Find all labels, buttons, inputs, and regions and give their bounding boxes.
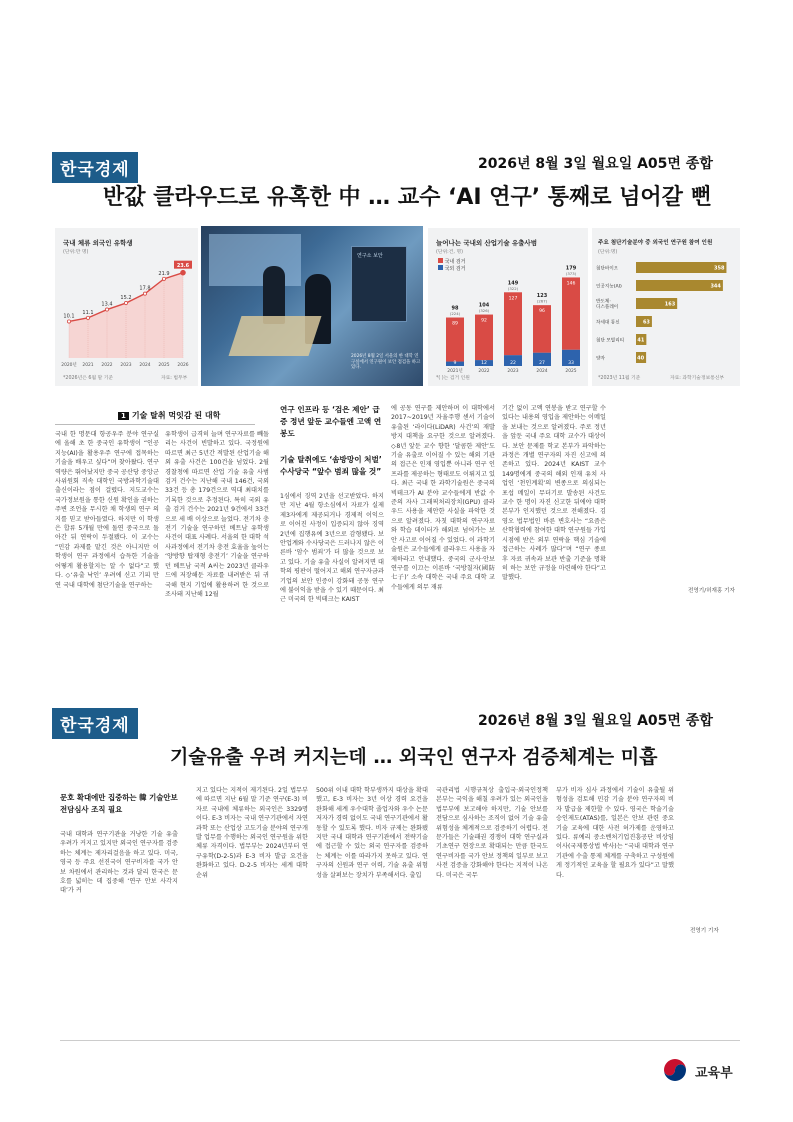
chart2-foreign-label: 33: [568, 361, 574, 366]
article2-col2: 지고 있다는 지적이 제기된다. 2일 법무부에 따르면 지난 6월 말 기준 연구(E-3) 비자로 국내에 체류하는 외국인은 3329명이다. E-3 비자는 국내 연구기관에서 자연과학 또는 산업상 고도기술 분야의 연구개발 업무를 수행하는 외국인 연구원을 위한 체류 자격이다. 법무부는 2024년부터 연구유학(D-2-5)과 E-3 비자 발급 요건을 완화하고 있다. D-2-5 비자는 세계 대학순위: [196, 787, 308, 879]
photo-sign: 연구소 보안: [357, 253, 383, 259]
chart3-y-tick: 인공지능(AI): [596, 284, 622, 290]
headline: 반값 클라우드로 유혹한 中 … 교수 ‘AI 연구’ 통째로 넘어갈 뻔: [103, 185, 712, 210]
chart1-x-tick: 2021: [82, 363, 94, 368]
chart3-y-tick: 양자: [596, 356, 605, 362]
article2-col5: 부가 비자 심사 과정에서 기술이 유출될 위험성을 검토해 민감 기술 분야 연구자의 비자 발급을 제한할 수 있다. 영국은 학술기술승인제도(ATAS)를, 일본은 안보 관련 중요 기술 교육에 대한 사전 허가제를 운영하고 있다. 류예리 중소벤처기업진흥공단 비상임이사(국제통상법 박사)는 “국내 대학과 연구기관에 수출 통제 체계를 구축하고 구성원에게 정기적인 교육을 할 필요가 있다”고 말했다.: [556, 787, 674, 879]
chart2-x-tick: 2022: [478, 369, 490, 374]
chart3-unit: (단위:명): [598, 250, 618, 255]
chart3-value-label: 63: [642, 319, 650, 326]
article1-byline: 전영기/허재홍 기자: [688, 588, 735, 594]
chart1-point: [162, 277, 165, 280]
photo-monitor: [209, 234, 301, 286]
chart1-title: 국내 체류 외국인 유학생: [63, 239, 133, 247]
chart1-value-label: 10.1: [63, 313, 75, 320]
chart2-unit: (단위:건, 명): [436, 250, 463, 255]
article1-col5: 기간 없이 고액 연봉을 받고 연구할 수 있다는 내용의 영입을 제안하는 이메일을 보내는 것으로 알려졌다. 주로 정년을 앞둔 국내 주요 대학 교수가 대상이다. 보안 문제를 학교 본부가 파악하는 과정은 개별 연구자의 자진 신고에 의존하고 있다. 2024년 KAIST 교수 149명에게 중국의 해외 인재 유치 사업인 ‘천인계획’의 변종으로 의심되는 포섭 메일이 무더기로 발송된 사건도 교수 한 명이 자진 신고한 뒤에야 대학 본부가 인지했던 것으로 전해졌다. 김영오 법무법인 바른 변호사는 “요즘은 산학협력에 참여한 대학 연구원들 가입 시점에 받은 외부 연락을 핵심 기술에 접근하는 사례가 많다”며 “연구 종료 후 자료 귀속과 보관 반출 기준을 명확히 하는 보안 규정을 마련해야 한다”고 말했다.: [502, 405, 606, 582]
chart3-y-tick: 첨단바이오: [596, 266, 619, 272]
chart1-point: [86, 316, 89, 319]
chart3-value-label: 40: [637, 355, 645, 362]
chart1-value-label: 13.4: [101, 301, 113, 308]
chart1-x-tick: 2022: [101, 363, 113, 368]
chart1-value-label: 21.9: [158, 270, 170, 277]
chart3-y-tick: 첨단 모빌리티: [596, 338, 625, 344]
photo-desk-papers: [229, 316, 322, 356]
chart2-x-tick: 2021년: [447, 369, 463, 374]
section-title: 기술 탈취 먹잇감 된 대학: [131, 411, 221, 420]
article2-subhead: [60, 792, 178, 816]
chart2-people-label: (326): [478, 308, 490, 314]
chart2-foreign-label: 27: [539, 361, 545, 366]
chart1-x-tick: 2023: [120, 363, 132, 368]
chart1-value-label: 17.8: [139, 285, 151, 292]
chart3-y-tick: 디스플레이: [596, 305, 619, 310]
subhead-2: 기술 탈취에도 ‘솜방망이 처벌’ 수사당국 “앞수 범죄 많을 것”: [280, 455, 382, 476]
chart2-note: *( )는 검거 인원: [436, 376, 470, 381]
masthead-logo-2: 한국경제: [52, 708, 138, 739]
chart2-foreign-label: 22: [510, 361, 516, 366]
chart2-total-label: 98: [451, 305, 459, 312]
headline-2: 기술유출 우려 커지는데 … 외국인 연구자 검증체계는 미흡: [170, 746, 658, 768]
dateline-2: 2026년 8월 3일 월요일 A05면 종합: [478, 713, 713, 729]
section-tag: [118, 410, 220, 421]
chart1-point: [124, 301, 127, 304]
chart1-unit: (단위:만 명): [63, 250, 89, 255]
chart2-x-tick: 2023: [507, 369, 519, 374]
chart2-domestic-label: 96: [539, 309, 545, 315]
chart-foreign-researchers: [592, 228, 740, 386]
chart1-point: [67, 320, 70, 323]
chart2-foreign-label: 12: [481, 361, 487, 366]
chart2-domestic-label: 89: [452, 321, 458, 327]
chart2-total-label: 123: [536, 293, 548, 300]
news-photo: [201, 226, 423, 386]
chart1-value-label: 15.2: [120, 295, 132, 302]
legend-foreign: 국외 검거: [444, 266, 466, 272]
section-rule: [55, 424, 255, 425]
chart3-y-tick: 차세대 통신: [596, 320, 620, 326]
chart3-value-label: 41: [637, 337, 645, 344]
legend-domestic: 국내 검거: [444, 259, 466, 265]
chart1-x-tick: 2025: [158, 363, 170, 368]
article1-col2: 유학생이 급격히 늘며 연구자료를 빼돌리는 사건이 빈발하고 있다. 국정원에 따르면 최근 5년간 적발된 산업기술 해외 유출 사건은 100건을 넘었다. 2월 경찰청에 따르면 산업 기술 유출 사범 검거 건수는 지난해 국내 146건, 국외 33건 등 총 179건으로 역대 최대치를 기록한 것으로 추정된다. 특히 국외 유출 검거 건수는 2021년 9건에서 33건으로 세 배 이상으로 늘었다. 전기차 충전기 기술을 연구하던 베트남 유학생 사건이 대표 사례다. 서울의 한 대학 석사과정에서 전기차 충전 효율을 높이는 ‘양방향 탑재형 충전기’ 기술을 연구하던 베트남 국적 A씨는 2023년 클라우드에 저장해둔 자료를 내려받은 뒤 귀국해 현지 기업에 활용하려 한 것으로 조사돼 지난해 12월: [165, 431, 269, 598]
chart3-title: 주요 첨단기술분야 중 외국인 연구원 참여 인원: [598, 240, 713, 246]
chart2-total-label: 149: [507, 280, 519, 287]
chart2-people-label: (224): [449, 311, 461, 317]
chart3-value-label: 163: [664, 301, 676, 308]
chart3-value-label: 344: [710, 283, 721, 290]
article1-col1: 국내 한 명문대 항공우주 분야 연구실에 올해 초 한 중국인 유학생이 “인공지능(AI)을 활용우주 연구에 접목하는 기술을 배우고 싶다”며 찾아왔다. 연구 역량은 뛰어났지만 중국 공산당 중앙군사위원회 직속 대학인 국방과학기술대 출신이라는 점이 걸렸다. 지도교수는 국가정보원을 통한 신원 확인을 권하는 주변 조언을 무시한 채 학생의 연구 의지를 믿고 받아들였다. 하지만 이 학생은 합류 5개월 만에 돌연 중국으로 돌아간 뒤 연락이 두절됐다. 이 교수는 “민감 과제를 맡긴 것은 아니지만 이 학생이 연구 과정에서 습득한 기술을 어떻게 활용할지는 알 수 없다”고 했다. ◇‘유출 낙인’ 우려에 신고 기피 만연 국내 대학에 첨단기술을 연구하는: [55, 431, 159, 589]
chart-tech-leakage: [428, 228, 588, 386]
chart2-domestic-label: 92: [481, 318, 487, 324]
chart1-x-tick: 2026: [177, 363, 189, 368]
chart3-value-label: 358: [714, 265, 725, 272]
article1-subheads: [280, 404, 384, 478]
chart1-value-label: 23.6: [176, 262, 190, 269]
chart2-bar-domestic: [562, 277, 580, 349]
subhead-1: 연구 인프라 등 ‘검은 제안’ 급증 정년 앞둔 교수들엔 고액 연봉도: [280, 405, 382, 438]
ministry-name: 교육부: [695, 1066, 733, 1081]
chart2-domestic-label: 146: [566, 281, 576, 287]
chart1-plot: [55, 228, 198, 386]
section-number: 1: [118, 412, 129, 420]
ministry-emblem-icon: [661, 1056, 689, 1084]
chart3-bar: [636, 262, 726, 273]
chart2-x-tick: 2025: [565, 369, 577, 374]
chart-foreign-students: [55, 228, 198, 386]
chart2-foreign-label: 9: [453, 361, 457, 366]
masthead-logo: 한국경제: [52, 152, 138, 183]
chart1-point: [105, 308, 108, 311]
chart2-people-label: (322): [507, 285, 519, 291]
chart2-total-label: 104: [478, 302, 490, 309]
chart1-point: [181, 270, 186, 275]
article2-col3: 500위 이내 대학 학부생까지 대상을 확대했고, E-3 비자는 3년 이상 경력 요건을 완화해 세계 우수대학 졸업자와 우수 논문 저자가 경력 없이도 국내 연구기관에서 활동할 수 있도록 했다. 비자 규제는 완화됐지만 국내 대학과 연구기관에서 전략기술에 접근할 수 있는 외국 연구자를 검증하는 체계는 이를 따라가지 못하고 있다. 연구자의 신원과 연구 이력, 기술 유출 위험성을 살펴보는 장치가 부족해서다. 출입: [316, 787, 428, 879]
chart1-source: 자료: 법무부: [161, 376, 188, 381]
chart2-people-label: (373): [565, 270, 577, 276]
chart2-bar-domestic: [504, 292, 522, 355]
footer-rule: [60, 1040, 740, 1041]
chart2-x-tick: 2024: [536, 369, 548, 374]
photo-caption: 2026년 8월 2일 서울의 한 대학 연구실에서 연구원이 보안 점검을 하고 있다.: [351, 354, 421, 371]
chart3-note: *2023년 11월 기준: [598, 376, 641, 381]
chart2-plot: [428, 228, 588, 386]
subhead-3: 문호 확대에만 집중하는 韓 기술안보 전담심사 조직 필요: [60, 793, 178, 814]
chart3-plot: [592, 228, 740, 386]
chart2-people-label: (267): [536, 298, 548, 304]
chart2-title: 늘어나는 국내외 산업기술 유출사범: [436, 239, 537, 247]
chart1-value-label: 11.1: [82, 309, 94, 316]
article2-col1: 국내 대학과 연구기관을 거낭한 기술 유출 우려가 커지고 있지만 외국인 연구자를 검증하는 체계는 제자리걸음을 하고 있다. 미국, 영국 등 주요 선진국이 연구비자를 국가 안보 차원에서 관리하는 것과 달리 한국은 문호를 넓히는 데 집중해 ‘연구 안보 사각지대’가 커: [60, 831, 178, 895]
chart3-source: 자료: 과학기술정보통신부: [670, 376, 725, 381]
chart1-x-tick: 2020년: [61, 363, 77, 368]
article1-col3: 1심에서 징역 2년을 선고받았다. 하지만 지난 4월 항소심에서 자료가 실제 제3자에게 제공되거나 경제적 이익으로 이어진 사정이 입증되지 않아 징역 2년에 집행유예 3년으로 감형됐다. 보안업계와 수사당국은 드러나지 않은 이른바 ‘암수 범죄’가 더 많을 것으로 보고 있다. 기술 유출 사실이 알려지면 대학의 평판이 떨어지고 해외 연구자금과 기업의 보안 인증이 강화돼 공동 연구에 불이익을 받을 수 있기 때문이다. 최근 미국의 한 빅테크는 KAIST: [280, 493, 384, 604]
article2-col4: 국관리법 시행규칙상 출입국·외국인정책 본부는 국익을 해칠 우려가 있는 외국인을 법무부에 보고해야 하지만, 기술 안보를 전담으로 심사하는 조직이 없어 기술 유출 위험성을 체계적으로 검증하기 어렵다. 전문가들은 기술패권 경쟁이 대학 연구실과 기초연구 현장으로 확대되는 만큼 한국도 연구비자를 국가 안보 정책의 일부로 보고 사전 검증을 강화해야 한다는 지적이 나온다. 미국은 국무: [436, 787, 548, 879]
chart1-note: *2026년은 6월 말 기준: [63, 376, 114, 381]
chart2-domestic-label: 127: [508, 296, 518, 302]
chart1-x-tick: 2024: [139, 363, 151, 368]
dateline: 2026년 8월 3일 월요일 A05면 종합: [478, 156, 713, 172]
chart3-y-tick: 반도체·: [596, 299, 611, 305]
chart1-point: [143, 292, 146, 295]
article1-col6: [613, 404, 737, 554]
chart2-total-label: 179: [565, 265, 577, 272]
article2-byline: 전영기 기자: [690, 928, 719, 934]
article1-col4: 에 공동 연구를 제안하며 이 대학에서 2017~2019년 자율주행 센서 기술이 유출된 ‘라이다(LiDAR) 사건’의 재발 방지 대책을 요구한 것으로 알려졌다. ◇8년 앞둔 교수 향한 ‘달콤한 제안’도 기술 유출로 이어질 수 있는 해외 기관의 접근은 인재 영입뿐 아니라 연구 인프라를 제공하는 형태로도 이뤄지고 있다. 최근 국내 한 과학기술원은 중국의 빅테크가 AI 분야 교수들에게 반값 수준의 자사 그래픽처리장치(GPU) 클라우드 사용을 제안한 사실을 파악한 것으로 알려졌다. 자칫 대학의 연구자료와 학습 데이터가 해외로 넘어가는 보안 사고로 이어질 수 있었다. 이 과학기술원은 교수들에게 클라우드 사용을 자제하라고 안내했다. 중국의 군사·안보 연구를 이끄는 이른바 ‘국방칠자(國防七子)’ 소속 대학은 국내 주요 대학 교수들에게 의무 재류: [391, 405, 495, 591]
